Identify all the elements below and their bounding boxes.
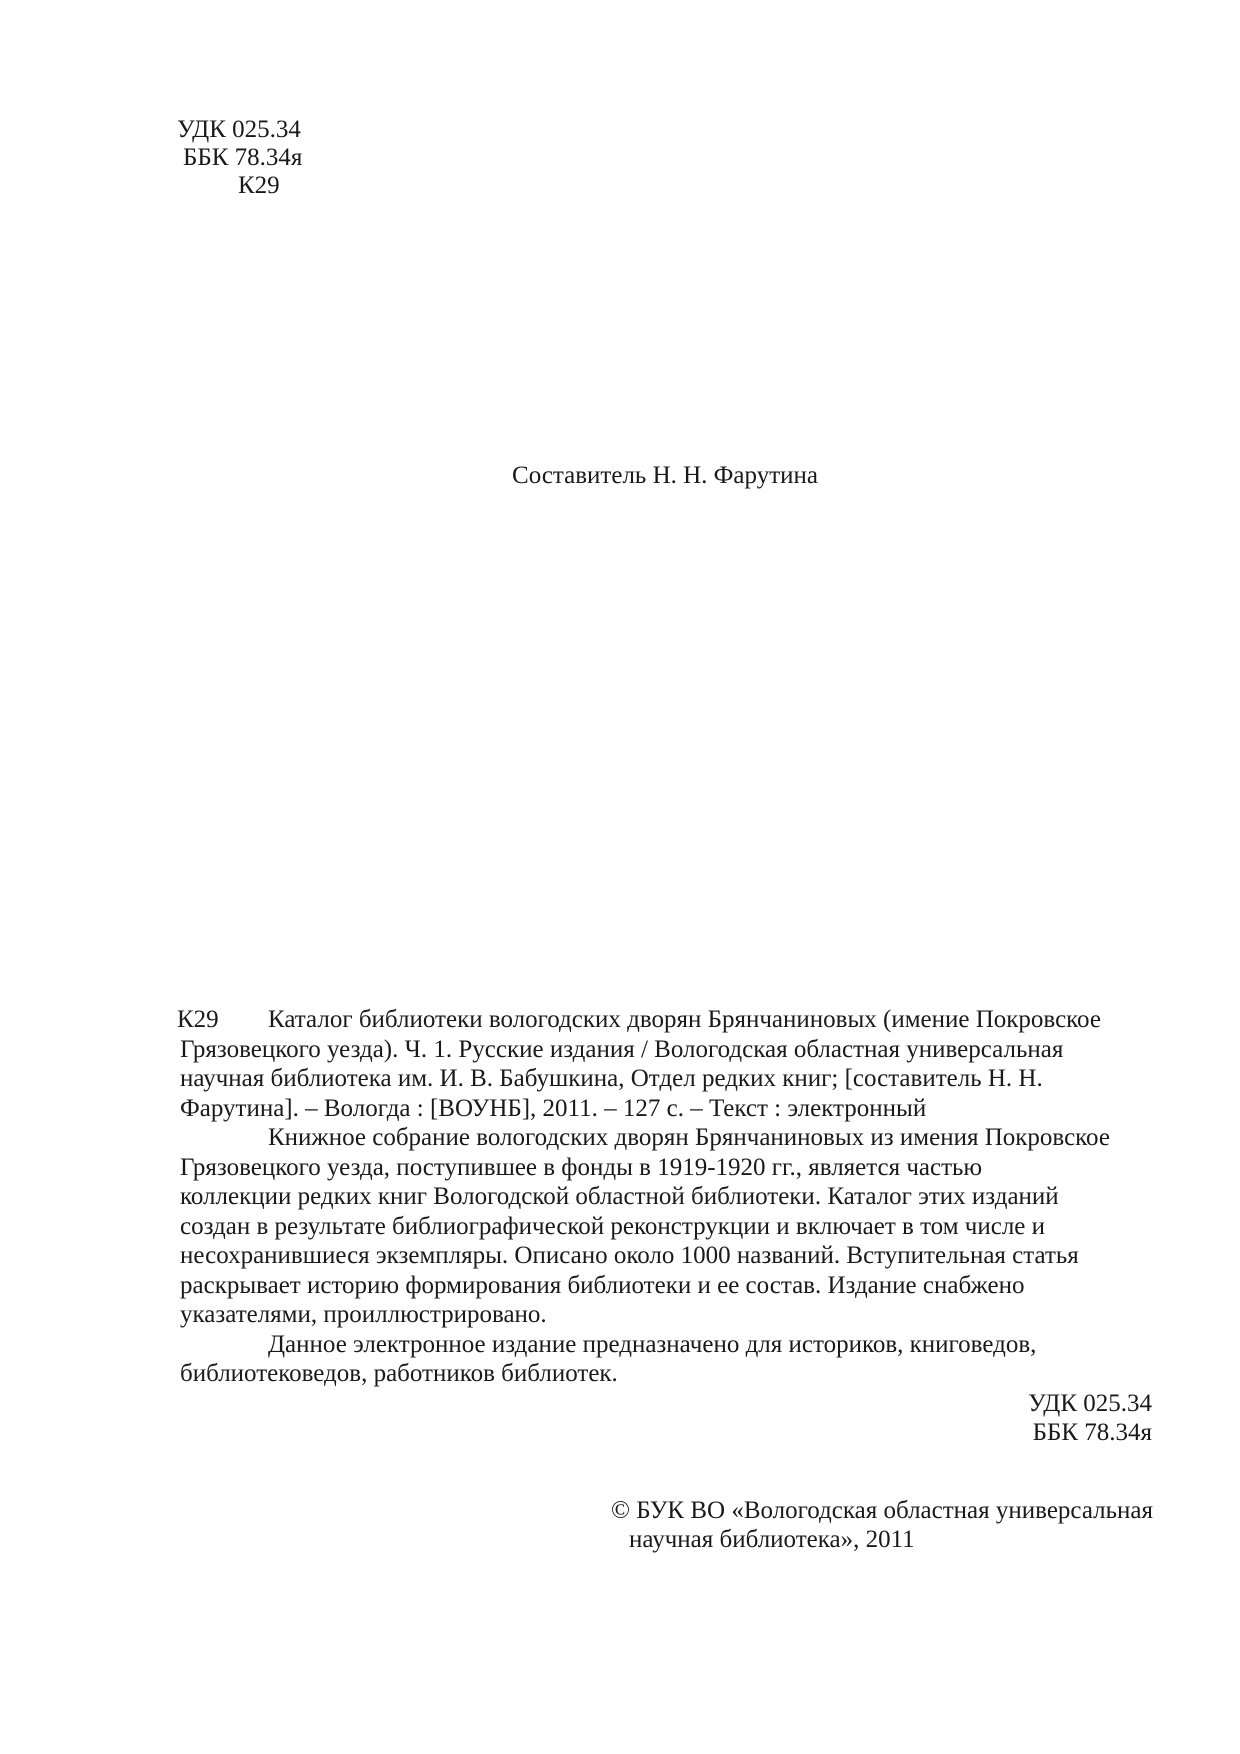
catalog-line: несохранившиеся экземпляры. Описано около 1000 названий. Вступительная статья	[180, 1242, 1079, 1269]
author-sign: К29	[238, 172, 280, 199]
catalog-record	[177, 1005, 1152, 1448]
catalog-line: создан в результате библиографической реконструкции и включает в том числе и	[180, 1212, 1046, 1240]
catalog-line: коллекции редких книг Вологодской областной библиотеки. Каталог этих изданий	[180, 1183, 1059, 1210]
bbk-code: ББК 78.34я	[183, 144, 303, 171]
catalog-line: указателями, проиллюстрировано.	[180, 1301, 547, 1328]
catalog-line: Грязовецкого уезда). Ч. 1. Русские издания / Вологодская областная универсальная	[180, 1035, 1064, 1063]
copyright-line: © БУК ВО «Вологодская областная универсальная	[611, 1497, 1153, 1524]
catalog-line: библиотековедов, работников библиотек.	[180, 1360, 618, 1387]
copyright-line: научная библиотека», 2011	[629, 1526, 915, 1553]
catalog-line: раскрывает историю формирования библиотеки и ее состав. Издание снабжено	[180, 1271, 1025, 1299]
classification-top-block	[177, 116, 302, 200]
catalog-line: Данное электронное издание предназначено для историков, книговедов,	[268, 1330, 1037, 1358]
catalog-line: научная библиотека им. И. В. Бабушкина, Отдел редких книг; [составитель Н. Н.	[180, 1065, 1043, 1092]
author-sign-label: К29	[177, 1006, 219, 1033]
classification-bottom-block	[180, 1389, 1152, 1448]
bbk-code-bottom: ББК 78.34я	[1032, 1419, 1152, 1446]
catalog-line: Книжное собрание вологодских дворян Брянчаниновых из имения Покровское	[268, 1124, 1110, 1151]
catalog-line: Грязовецкого уезда, поступившее в фонды в 1919-1920 гг., является частью	[180, 1153, 983, 1181]
udk-code: УДК 025.34	[177, 116, 301, 143]
compiler-line: Составитель Н. Н. Фарутина	[512, 462, 818, 489]
catalog-line: Фарутина]. – Вологда : [ВОУНБ], 2011. – 127 с. – Текст : электронный	[180, 1094, 927, 1122]
udk-code-bottom: УДК 025.34	[1028, 1389, 1152, 1417]
catalog-line: Каталог библиотеки вологодских дворян Брянчаниновых (имение Покровское	[268, 1006, 1101, 1033]
copyright-block	[611, 1496, 1153, 1554]
